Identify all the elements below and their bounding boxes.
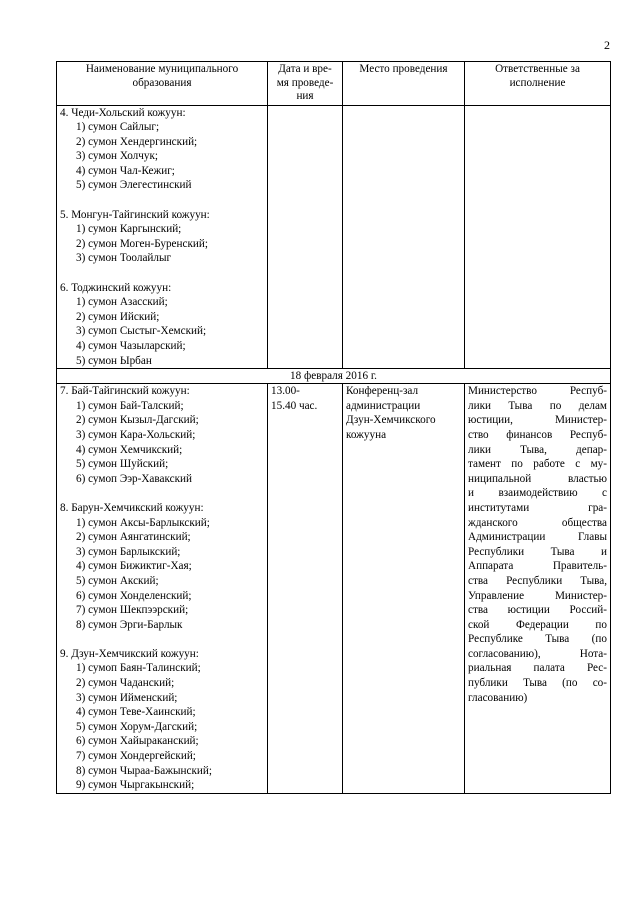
sumon-item: 9) сумон Чыргакынский; — [76, 779, 195, 792]
place-line: Дзун-Хемчикского — [346, 414, 436, 427]
sumon-item: 2) сумон Чаданский; — [76, 677, 175, 690]
kozhuun-group — [60, 281, 264, 369]
sumon-item: 3) сумоп Сыстыг-Хемский; — [76, 325, 207, 338]
date-cell: 18 февраля 2016 г. — [57, 369, 611, 384]
sumon-item: 3) сумон Кара-Хольский; — [76, 428, 196, 441]
sumon-item: 6) сумоп Ээр-Хавакский — [76, 472, 193, 485]
header-row — [57, 62, 611, 106]
header-municipality-line: образования — [132, 76, 192, 89]
place-line: Конференц-зал — [346, 385, 419, 398]
header-municipality — [57, 62, 268, 106]
responsible-line: Министерство Респуб- — [468, 385, 607, 398]
responsible-line: Управление Министер- — [468, 589, 607, 602]
sumon-item: 3) сумон Холчук; — [76, 150, 159, 163]
header-place-text: Место проведения — [359, 63, 448, 75]
responsible-line: жданского общества — [468, 516, 607, 529]
responsible-line: ской Федерации по — [468, 618, 607, 631]
kozhuun-title: 9. Дзун-Хемчикский кожуун: — [60, 647, 199, 660]
sumon-item: 1) сумон Аксы-Барлыкский; — [76, 516, 210, 529]
sumon-item: 3) сумон Ийменский; — [76, 691, 178, 704]
kozhuun-title: 5. Монгун-Тайгинский кожуун: — [60, 208, 210, 221]
sumon-item: 4) сумон Бижиктиг-Хая; — [76, 560, 192, 573]
sumon-item: 1) сумоп Баян-Талинский; — [76, 662, 201, 675]
kozhuun-group — [60, 501, 264, 632]
place-line: администрации — [346, 399, 421, 412]
header-place — [343, 62, 465, 106]
sumon-item: 4) сумон Хемчикский; — [76, 443, 183, 456]
sumon-item: 6) сумон Хонделенский; — [76, 589, 192, 602]
sumon-item: 1) сумон Каргынский; — [76, 223, 182, 236]
kozhuun-title: 4. Чеди-Хольский кожуун: — [60, 106, 186, 119]
sumon-item: 1) сумон Азасский; — [76, 296, 168, 309]
responsible-line: публики Тыва (по со- — [468, 677, 607, 690]
responsible-line: риальная палата Рес- — [468, 662, 607, 675]
responsible-line: ство финансов Респуб- — [468, 428, 607, 441]
header-responsible-line: исполнение — [509, 76, 566, 89]
responsible-line: лики Тыва, депар- — [468, 443, 607, 456]
kozhuun-group — [60, 384, 264, 486]
responsible-line: Аппарата Правитель- — [468, 560, 607, 573]
section1-responsible — [465, 105, 611, 369]
responsible-line: институтами гра- — [468, 501, 607, 514]
sumon-item: 4) сумон Чазыларский; — [76, 340, 186, 352]
kozhuun-title: 8. Барун-Хемчикский кожуун: — [60, 501, 204, 514]
header-datetime-line: мя проведе- — [276, 76, 334, 89]
sumon-item: 8) сумон Чыраа-Бажынский; — [76, 764, 212, 777]
responsible-line: лики Тыва по делам — [468, 399, 607, 412]
section2-municipalities — [57, 384, 268, 794]
header-datetime-line: Дата и вре- — [278, 63, 332, 75]
kozhuun-title: 6. Тоджинский кожуун: — [60, 281, 172, 294]
section2-responsible — [465, 384, 611, 794]
section1-datetime — [268, 105, 343, 369]
section2-datetime — [268, 384, 343, 794]
responsible-line: гласованию) — [468, 691, 528, 704]
kozhuun-group — [60, 106, 264, 194]
sumon-item: 2) сумон Ийский; — [76, 310, 160, 323]
sumon-item: 7) сумон Шекпээрский; — [76, 604, 189, 617]
place-line: кожууна — [346, 428, 387, 441]
sumon-item: 2) сумон Кызыл-Дагский; — [76, 414, 199, 427]
responsible-line: Республике Тыва (по — [468, 633, 607, 646]
sumon-item: 1) сумон Бай-Талский; — [76, 399, 184, 412]
responsible-line: Администрации Главы — [468, 531, 607, 544]
date-row — [57, 369, 611, 384]
section1-municipalities — [57, 105, 268, 369]
header-responsible-line: Ответственные за — [495, 63, 580, 75]
responsible-line: и взаимодействию с — [468, 487, 607, 500]
sumon-item: 1) сумон Сайлыг; — [76, 121, 160, 134]
sumon-item: 5) сумон Хорум-Дагский; — [76, 720, 198, 733]
schedule-table — [56, 61, 611, 794]
sumon-item: 6) сумон Хайыраканский; — [76, 735, 199, 748]
sumon-item: 4) сумон Теве-Хаинский; — [76, 706, 196, 719]
page-number: 2 — [604, 38, 610, 52]
time-line: 13.00- — [271, 385, 300, 398]
responsible-line: ства Республики Тыва, — [468, 574, 607, 587]
sumon-item: 5) сумон Шуйский; — [76, 458, 169, 471]
responsible-line: ниципальной властью — [468, 472, 607, 485]
responsible-line: юстиции, Министер- — [468, 414, 607, 427]
kozhuun-title: 7. Бай-Тайгинский кожуун: — [60, 385, 190, 398]
sumon-item: 2) сумон Моген-Буренский; — [76, 237, 208, 250]
section2-place — [343, 384, 465, 794]
header-municipality-line: Наименование муниципального — [85, 63, 239, 75]
responsible-line: Республики Тыва и — [468, 545, 607, 558]
responsible-line: тамент по работе с му- — [468, 458, 607, 471]
responsible-line: ства юстиции Россий- — [468, 604, 607, 617]
sumon-item: 7) сумон Хондергейский; — [76, 750, 196, 763]
section2-row — [57, 384, 611, 794]
section1-row — [57, 105, 611, 369]
kozhuun-group — [60, 208, 264, 266]
section1-place — [343, 105, 465, 369]
sumon-item: 3) сумон Тоолайлыг — [76, 252, 172, 265]
time-line: 15.40 час. — [271, 399, 318, 412]
sumon-item: 5) сумон Акский; — [76, 574, 159, 587]
kozhuun-group — [60, 647, 264, 793]
header-datetime-line: ния — [296, 90, 314, 102]
sumon-item: 5) сумон Ырбан — [76, 354, 152, 367]
sumon-item: 4) сумон Чал-Кежиг; — [76, 164, 175, 177]
sumon-item: 2) сумон Хендергинский; — [76, 135, 198, 148]
sumon-item: 2) сумон Аянгатинский; — [76, 531, 191, 544]
responsible-line: согласованию), Нота- — [468, 647, 607, 660]
sumon-item: 8) сумон Эрги-Барлык — [76, 618, 183, 631]
header-datetime — [268, 62, 343, 106]
header-responsible — [465, 62, 611, 106]
sumon-item: 5) сумон Элегестинский — [76, 179, 192, 192]
sumon-item: 3) сумон Барлыкский; — [76, 545, 181, 558]
